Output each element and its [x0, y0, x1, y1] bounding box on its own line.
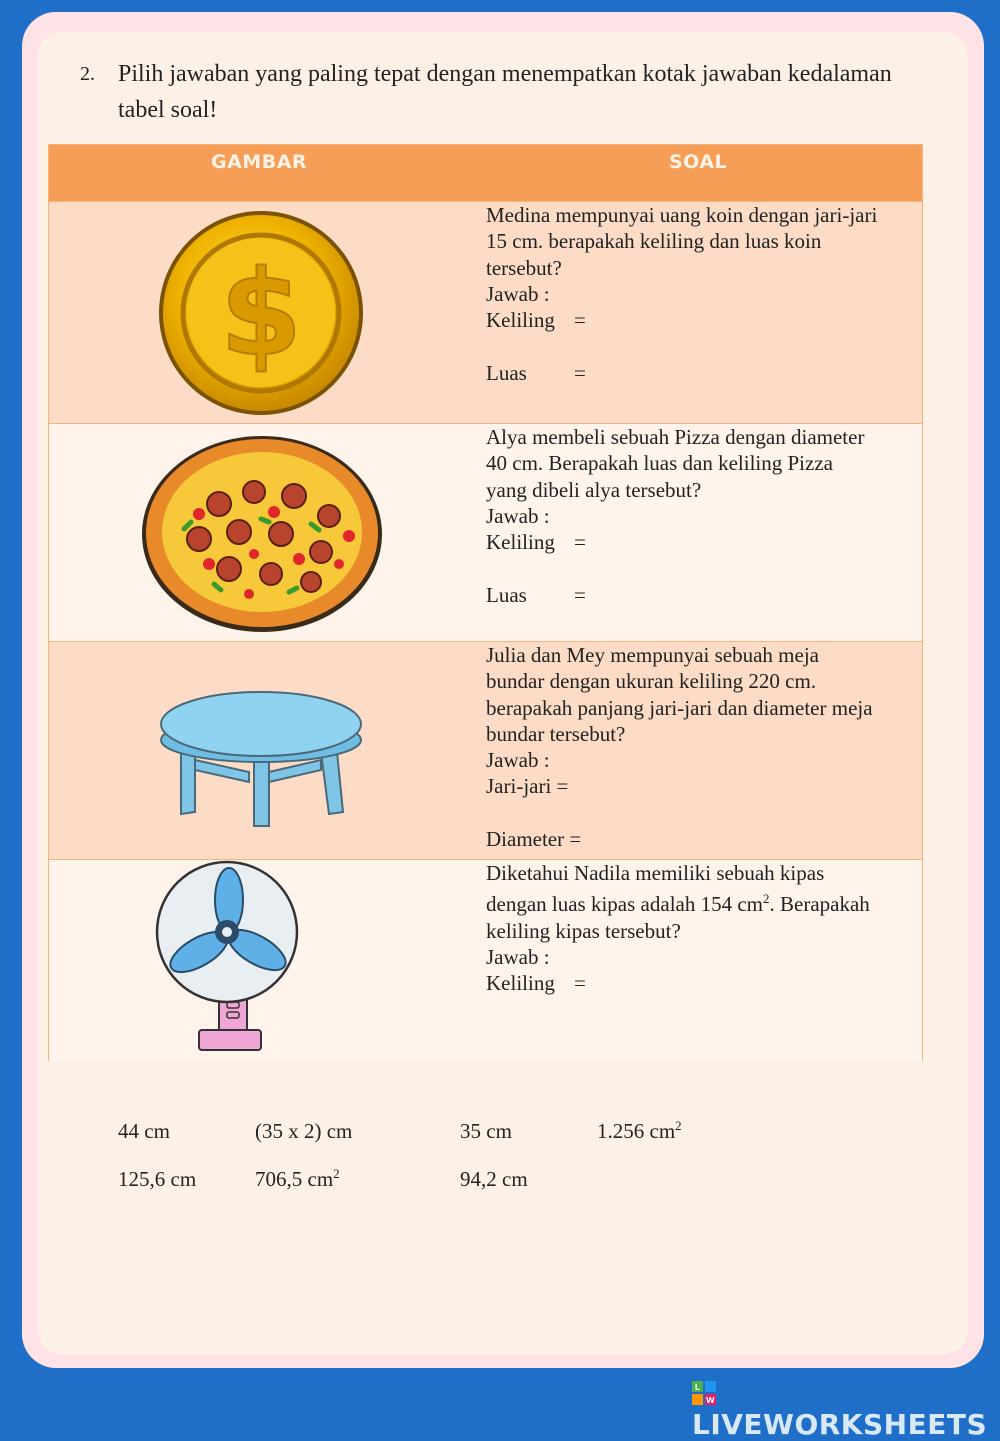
equals-sign: = [574, 971, 586, 996]
jari-jari-label: Jari-jari = [486, 774, 569, 799]
luas-answer-slot[interactable] [486, 360, 916, 386]
equals-sign: = [574, 308, 586, 333]
liveworksheets-logo [692, 1375, 1000, 1441]
keliling-label: Keliling [486, 971, 555, 996]
answer-choice[interactable] [255, 1118, 352, 1144]
superscript: 2 [333, 1166, 340, 1181]
table-row-pizza [49, 423, 922, 641]
keliling-answer-slot[interactable] [486, 529, 916, 555]
jawab-label: Jawab : [486, 944, 550, 969]
luas-answer-slot[interactable] [486, 582, 916, 608]
jawab-label: Jawab : [486, 281, 550, 306]
text-line: berapakah panjang jari-jari dan diameter meja [486, 695, 873, 720]
luas-label: Luas [486, 360, 527, 385]
question-number: 2. [80, 63, 95, 85]
header-gambar: GAMBAR [211, 151, 308, 173]
question-text-coin [486, 202, 916, 386]
answer-text: 125,6 cm [118, 1167, 197, 1191]
table-row-meja [49, 641, 922, 859]
keliling-answer-slot[interactable] [486, 970, 916, 996]
brand-text: LIVEWORKSHEETS [692, 1408, 988, 1441]
text-line: 15 cm. berapakah keliling dan luas koin [486, 229, 822, 254]
answer-choice[interactable] [597, 1118, 682, 1144]
jawab-label: Jawab : [486, 748, 550, 773]
text-line: bundar dengan ukuran keliling 220 cm. [486, 669, 817, 694]
pizza-icon [49, 424, 479, 641]
text-line: Julia dan Mey mempunyai sebuah meja [486, 643, 819, 667]
text-line: tersebut? [486, 255, 562, 280]
jawab-label: Jawab : [486, 503, 550, 528]
table-header [49, 145, 922, 201]
fan-icon [49, 860, 479, 1061]
answer-text: (35 x 2) cm [255, 1119, 353, 1143]
answer-choice[interactable] [118, 1166, 196, 1192]
superscript: 2 [675, 1118, 682, 1133]
keliling-answer-slot[interactable] [486, 307, 916, 333]
text-line: keliling kipas tersebut? [486, 918, 681, 943]
table-icon [49, 642, 479, 859]
answer-text: 94,2 cm [460, 1167, 528, 1191]
text-line: bundar tersebut? [486, 721, 626, 746]
liveworksheets-logo-icon [692, 1381, 716, 1405]
jari-jari-answer-slot[interactable] [486, 773, 916, 799]
answer-choice[interactable] [255, 1166, 340, 1192]
luas-label: Luas [486, 582, 527, 607]
equals-sign: = [574, 360, 586, 385]
svg-text:L: L [694, 1383, 701, 1392]
keliling-label: Keliling [486, 308, 555, 333]
answer-text: 44 cm [118, 1119, 170, 1143]
question-text-meja [486, 642, 916, 852]
text-line: yang dibeli alya tersebut? [486, 477, 702, 502]
text-line: Diketahui Nadila memiliki sebuah kipas [486, 861, 825, 885]
header-soal: SOAL [669, 151, 728, 173]
answer-text: 706,5 cm [255, 1167, 334, 1191]
table-row-kipas [49, 859, 922, 1061]
answer-choice[interactable] [460, 1166, 528, 1192]
text-part: . Berapakah [769, 892, 870, 917]
answer-text: 35 cm [460, 1119, 512, 1143]
svg-text:$: $ [219, 244, 303, 382]
text-line: Alya membeli sebuah Pizza dengan diameter [486, 425, 865, 449]
answer-choice[interactable] [118, 1118, 170, 1144]
text-line: Medina mempunyai uang koin dengan jari-jari [486, 203, 878, 227]
table-row-coin [49, 201, 922, 423]
diameter-label: Diameter = [486, 827, 582, 852]
question-table [48, 144, 923, 1061]
answer-choice[interactable] [460, 1118, 512, 1144]
text-line: 40 cm. Berapakah luas dan keliling Pizza [486, 451, 833, 476]
text-line [486, 886, 916, 917]
question-text-kipas [486, 860, 916, 996]
diameter-answer-slot[interactable] [486, 826, 916, 852]
text-part: dengan luas kipas adalah 154 cm [486, 892, 763, 917]
keliling-label: Keliling [486, 530, 555, 555]
answer-text: 1.256 cm [597, 1119, 676, 1143]
superscript: 2 [763, 891, 770, 907]
svg-text:W: W [705, 1396, 716, 1405]
equals-sign: = [574, 530, 586, 555]
question-text: Pilih jawaban yang paling tepat dengan menempatkan kotak jawaban kedalaman tabel soal! [118, 61, 892, 123]
equals-sign: = [574, 582, 586, 607]
coin-icon [49, 202, 479, 423]
question-text-pizza [486, 424, 916, 608]
